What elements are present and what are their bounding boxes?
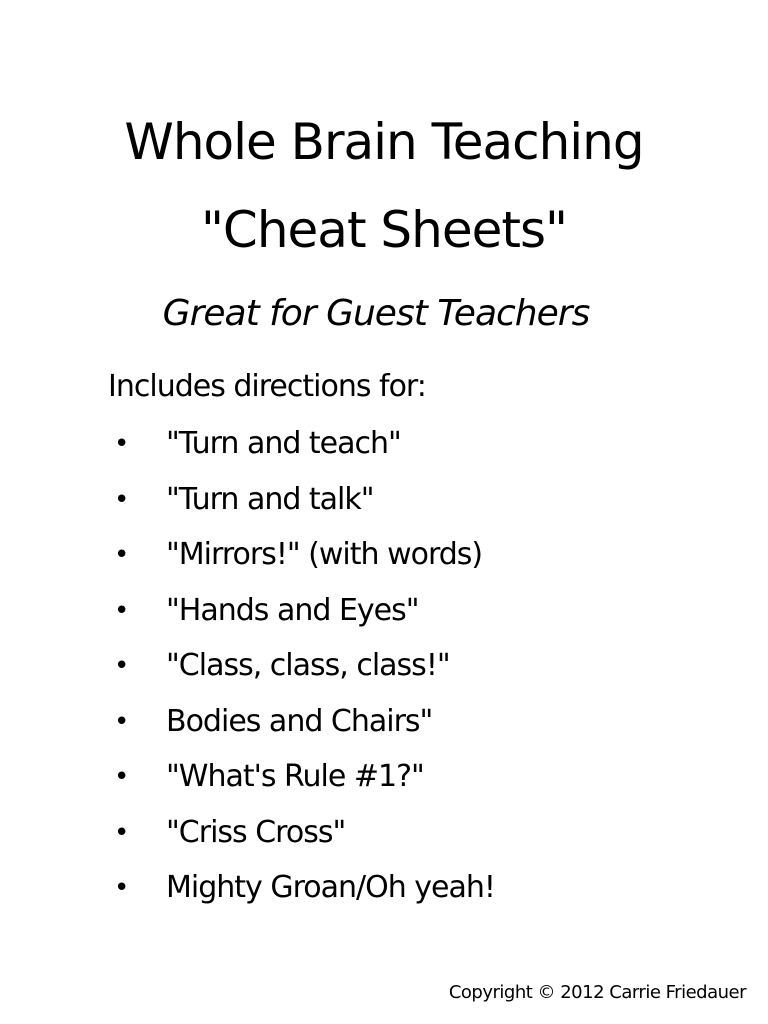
list-item-text: "Turn and talk"	[166, 481, 374, 517]
bullet-icon: •	[114, 706, 130, 737]
intro-text: Includes directions for:	[108, 369, 426, 404]
bullet-icon: •	[114, 429, 130, 459]
list-item-text: Bodies and Chairs"	[166, 703, 433, 739]
list-item-text: "Turn and teach"	[166, 426, 401, 461]
list-item-text: "Hands and Eyes"	[166, 592, 419, 628]
list-item	[108, 535, 495, 591]
directions-list	[108, 424, 495, 924]
list-item	[108, 591, 495, 647]
list-item-text: "Mirrors!" (with words)	[166, 537, 483, 572]
bullet-icon: •	[114, 484, 130, 515]
list-item	[108, 702, 495, 758]
list-item	[108, 424, 495, 480]
bullet-icon: •	[114, 540, 130, 570]
list-item	[108, 757, 495, 813]
bullet-icon: •	[114, 817, 130, 848]
bullet-icon: •	[114, 651, 130, 681]
page-subtitle: Great for Guest Teachers	[162, 293, 590, 334]
bullet-icon: •	[114, 873, 130, 903]
page-title-line-2: "Cheat Sheets"	[200, 201, 568, 259]
list-item-text: "What's Rule #1?"	[166, 759, 424, 794]
list-item	[108, 868, 495, 924]
list-item-text: "Criss Cross"	[166, 814, 346, 850]
list-item	[108, 813, 495, 869]
bullet-icon: •	[114, 762, 130, 792]
list-item	[108, 480, 495, 536]
bullet-icon: •	[114, 595, 130, 626]
page-title-line-1: Whole Brain Teaching	[124, 113, 644, 171]
copyright-notice: Copyright © 2012 Carrie Friedauer	[448, 982, 746, 1003]
list-item-text: Mighty Groan/Oh yeah!	[166, 870, 495, 905]
list-item-text: "Class, class, class!"	[166, 648, 450, 683]
list-item	[108, 646, 495, 702]
